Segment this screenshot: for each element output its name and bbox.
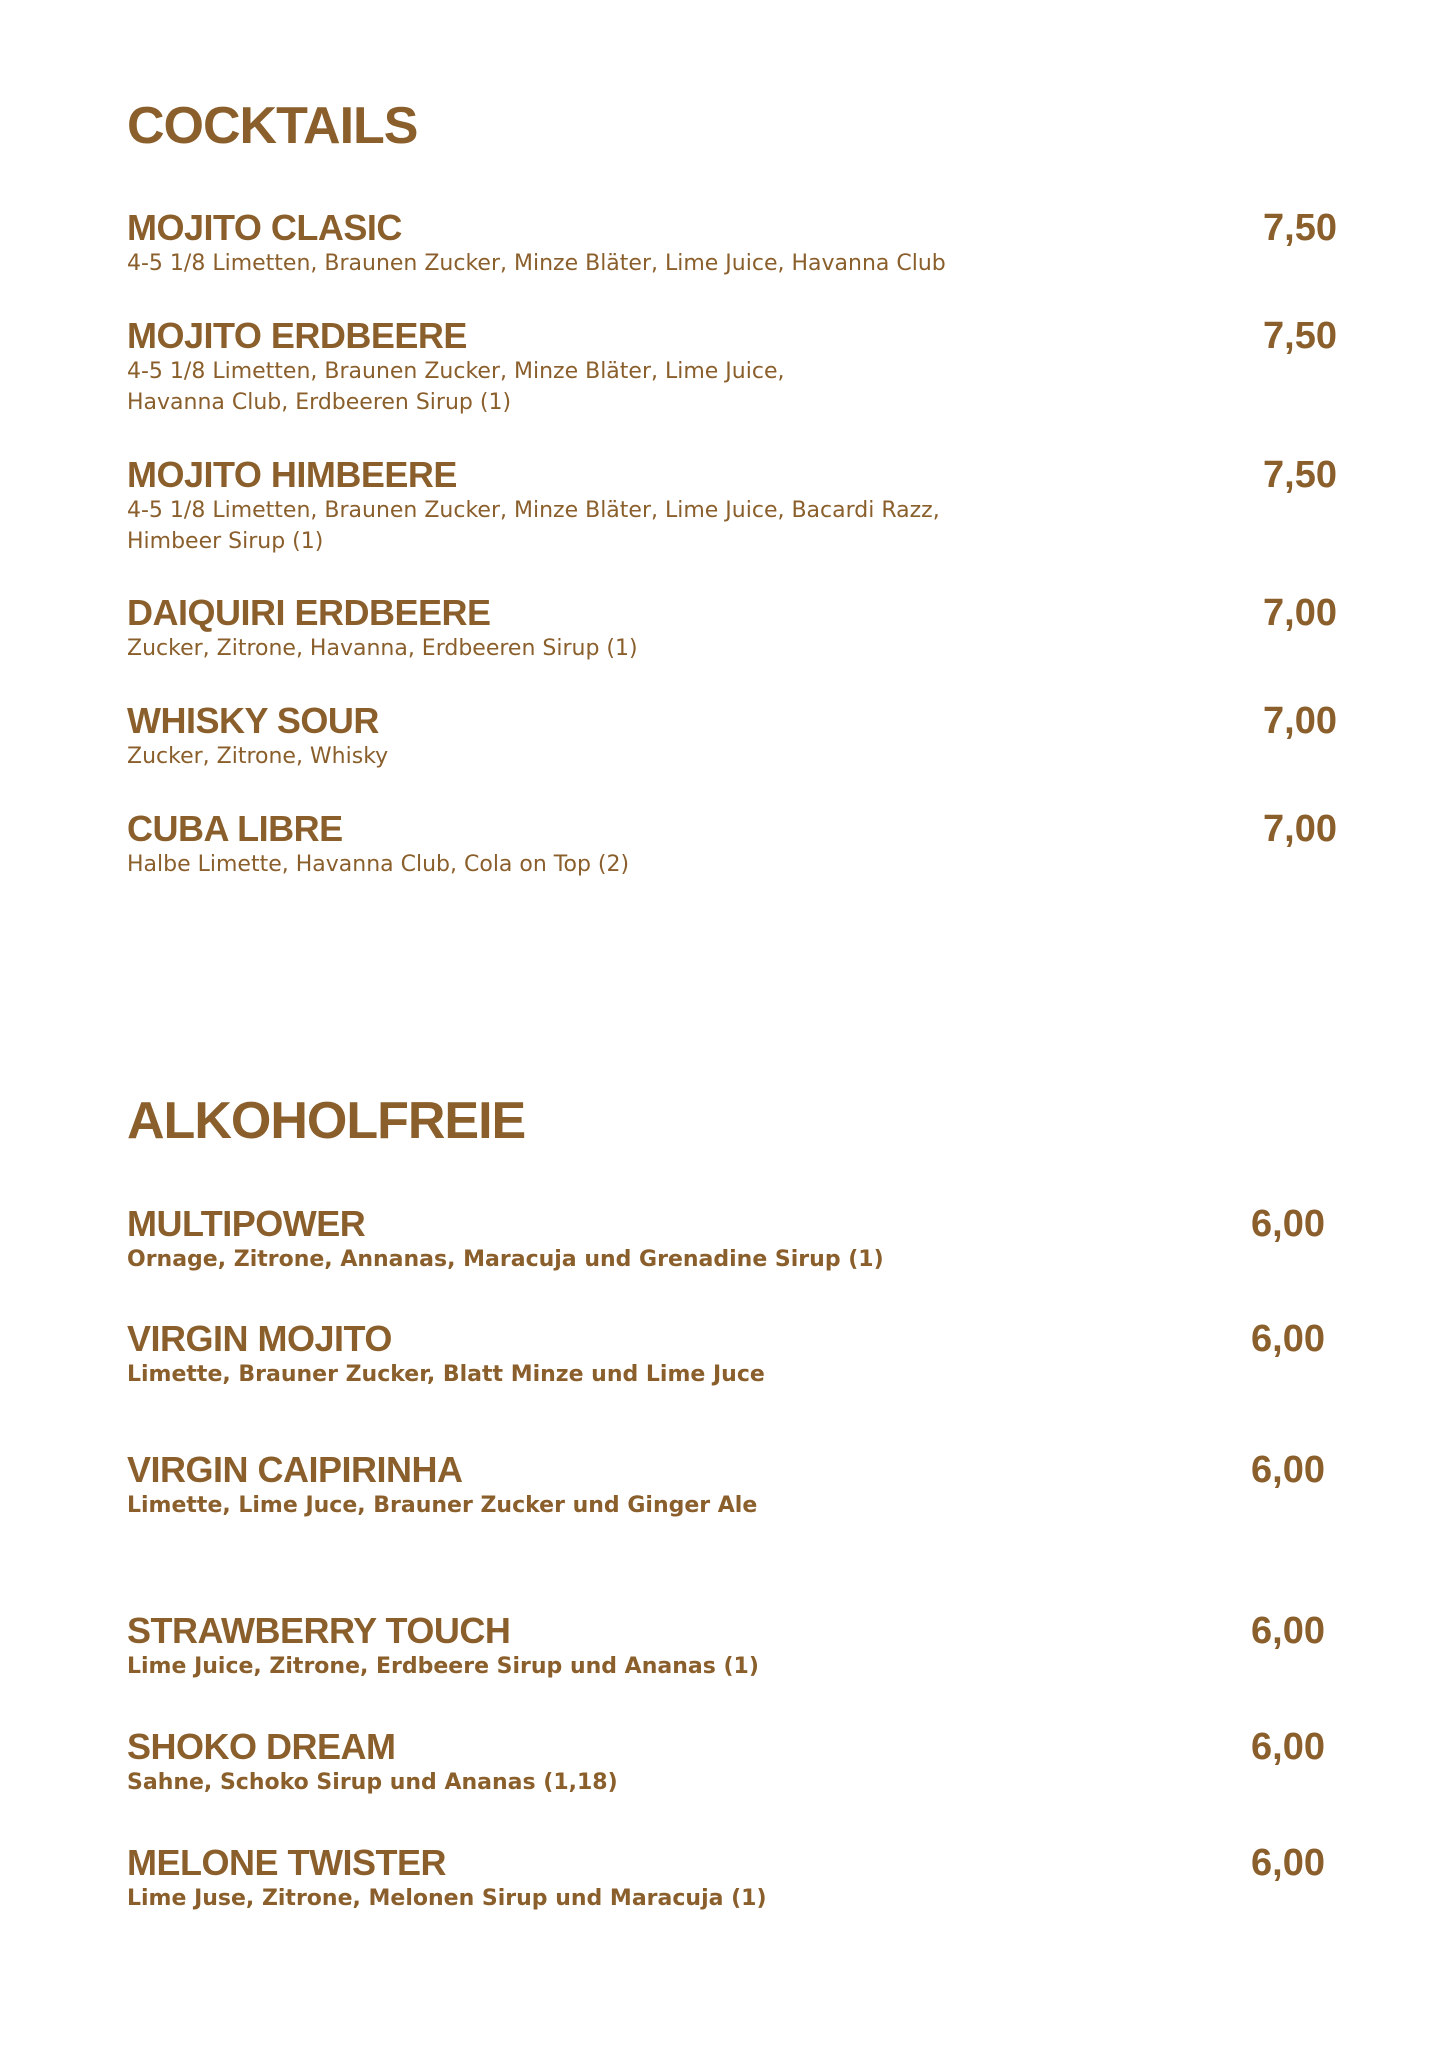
item-name: MELONE TWISTER [127, 1842, 446, 1883]
item-description: Limette, Brauner Zucker, Blatt Minze und Lime Juce [127, 1362, 765, 1387]
item-description: 4-5 1/8 Limetten, Braunen Zucker, Minze Bläter, Lime Juice, Bacardi Razz, [127, 498, 940, 523]
item-description: Zucker, Zitrone, Havanna, Erdbeeren Sirup (1) [127, 636, 638, 661]
item-price: 6,00 [1251, 1726, 1325, 1768]
item-description: Lime Juse, Zitrone, Melonen Sirup und Maracuja (1) [127, 1886, 767, 1911]
menu-item-strawberry-touch [127, 1611, 1337, 1682]
menu-item-multipower [127, 1204, 1337, 1275]
item-name: VIRGIN MOJITO [127, 1318, 392, 1359]
item-price: 6,00 [1251, 1610, 1325, 1652]
item-description: Lime Juice, Zitrone, Erdbeere Sirup und Ananas (1) [127, 1654, 759, 1679]
item-name: WHISKY SOUR [127, 700, 379, 741]
item-description-line-2: Havanna Club, Erdbeeren Sirup (1) [127, 390, 512, 415]
item-name: MULTIPOWER [127, 1203, 366, 1244]
menu-item-mojito-erdbeere [127, 316, 1337, 418]
item-price: 6,00 [1251, 1842, 1325, 1884]
menu-item-cuba-libre [127, 809, 1337, 880]
item-description: 4-5 1/8 Limetten, Braunen Zucker, Minze Bläter, Lime Juice, Havanna Club [127, 251, 946, 276]
item-price: 7,00 [1263, 700, 1337, 742]
item-description: Limette, Lime Juce, Brauner Zucker und Ginger Ale [127, 1493, 758, 1518]
item-name: CUBA LIBRE [127, 808, 343, 849]
item-description: 4-5 1/8 Limetten, Braunen Zucker, Minze Bläter, Lime Juice, [127, 359, 785, 384]
menu-item-shoko-dream [127, 1727, 1337, 1798]
item-price: 7,00 [1263, 592, 1337, 634]
item-price: 7,00 [1263, 808, 1337, 850]
item-name: DAIQUIRI ERDBEERE [127, 592, 491, 633]
item-name: VIRGIN CAIPIRINHA [127, 1449, 463, 1490]
item-description: Ornage, Zitrone, Annanas, Maracuja und Grenadine Sirup (1) [127, 1247, 884, 1272]
menu-item-mojito-himbeere [127, 455, 1337, 557]
item-price: 7,50 [1263, 454, 1337, 496]
menu-item-whisky-sour [127, 701, 1337, 772]
cocktails-title: COCKTAILS [127, 97, 418, 155]
menu-item-mojito-clasic [127, 208, 1337, 279]
item-name: MOJITO HIMBEERE [127, 454, 457, 495]
item-description-line-2: Himbeer Sirup (1) [127, 529, 324, 554]
item-name: MOJITO ERDBEERE [127, 315, 467, 356]
item-price: 6,00 [1251, 1318, 1325, 1360]
menu-item-daiquiri-erdbeere [127, 593, 1337, 664]
item-price: 6,00 [1251, 1203, 1325, 1245]
menu-item-virgin-caipirinha [127, 1450, 1337, 1521]
item-name: MOJITO CLASIC [127, 207, 402, 248]
alkoholfreie-title: ALKOHOLFREIE [127, 1092, 526, 1150]
item-description: Halbe Limette, Havanna Club, Cola on Top (2) [127, 852, 630, 877]
item-price: 7,50 [1263, 315, 1337, 357]
item-description: Zucker, Zitrone, Whisky [127, 744, 389, 769]
item-name: SHOKO DREAM [127, 1726, 396, 1767]
menu-item-virgin-mojito [127, 1319, 1337, 1390]
item-price: 6,00 [1251, 1449, 1325, 1491]
item-name: STRAWBERRY TOUCH [127, 1610, 511, 1651]
item-description: Sahne, Schoko Sirup und Ananas (1,18) [127, 1770, 618, 1795]
item-price: 7,50 [1263, 207, 1337, 249]
menu-item-melone-twister [127, 1843, 1337, 1914]
